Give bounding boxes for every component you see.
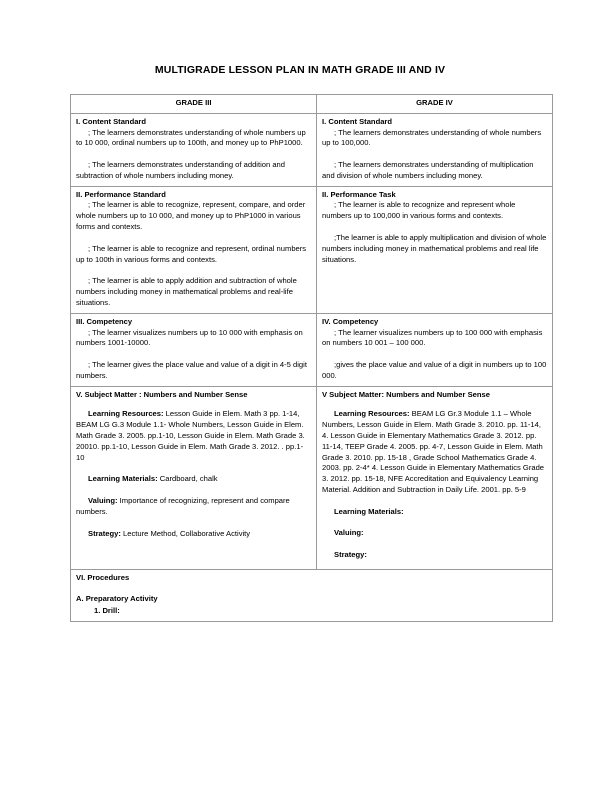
strategy <box>322 550 547 561</box>
section-paragraph: ; The learner is able to apply addition and subtraction of whole numbers including money in mathematical problems and real-life situations. <box>76 276 297 307</box>
learning-resources <box>322 409 547 495</box>
table-header-row <box>71 95 553 114</box>
cell-competency-grade4 <box>317 313 553 386</box>
section-heading: II. Performance Task <box>322 189 396 199</box>
section-paragraph: ; The learner is able to recognize, represent, compare, and order whole numbers up to 10 000, and money up to PhP1000 in various forms and contexts. <box>76 200 306 232</box>
section-paragraph: ; The learners demonstrates understanding of whole numbers up to 100,000. <box>322 127 542 148</box>
section-paragraph: ; The learner is able to recognize and represent whole numbers up to 100,000 in various forms and contexts. <box>322 200 516 221</box>
strategy-label: Strategy: <box>88 528 121 538</box>
learning-resources-label: Learning Resources: <box>334 409 410 419</box>
learning-materials-label: Learning Materials: <box>88 474 158 484</box>
section-paragraph: ; The learners demonstrates understanding of whole numbers up to 10 000, ordinal numbers up to 100th, and money up to PhP1000. <box>76 127 306 148</box>
cell-bottom-spacer <box>76 539 311 565</box>
cell-subject-matter-grade3 <box>71 386 317 570</box>
valuing <box>322 528 547 539</box>
section-paragraph: ;gives the place value and value of a digit in numbers up to 100 000. <box>322 360 547 380</box>
procedures-heading: VI. Procedures <box>76 573 130 583</box>
learning-materials <box>322 507 547 518</box>
section-heading: I. Content Standard <box>76 116 147 126</box>
section-paragraph: ; The learners demonstrates understanding of multiplication and division of whole numbers including money. <box>322 160 534 180</box>
valuing-value: Importance of recognizing, represent and compare numbers. <box>76 496 290 516</box>
section-heading: V Subject Matter: Numbers and Number Sense <box>322 389 490 399</box>
column-header-grade4: GRADE IV <box>317 95 553 114</box>
cell-content-standard-grade4 <box>317 113 553 186</box>
learning-resources-label: Learning Resources: <box>88 409 164 419</box>
cell-performance-task-grade4 <box>317 186 553 313</box>
section-heading: II. Performance Standard <box>76 189 166 199</box>
preparatory-activity-heading: A. Preparatory Activity <box>76 594 158 604</box>
drill-item: 1. Drill: <box>94 606 120 615</box>
strategy-value: Lecture Method, Collaborative Activity <box>120 528 251 538</box>
page-title: MULTIGRADE LESSON PLAN IN MATH GRADE III AND IV <box>154 64 446 76</box>
section-paragraph: ;The learner is able to apply multiplication and division of whole numbers including money in mathematical problems and real life situations. <box>322 233 547 264</box>
column-header-grade3: GRADE III <box>71 95 317 114</box>
learning-materials-label: Learning Materials: <box>334 506 404 516</box>
table-row <box>71 313 553 386</box>
cell-content-standard-grade3 <box>71 113 317 186</box>
valuing <box>76 496 311 518</box>
learning-resources-value: BEAM LG Gr.3 Module 1.1 – Whole Numbers, Lesson Guide in Elem. Math Grade 3. 2010. pp. 11-14, 4. Lesson Guide in Elementary Mathematics Grade 3. 2012. pp. 11-14, TEEP Grade 4. 2005. pp. 4-7, Lesson Guide in Elem. Math Grade 3. 2010. pp. 15-18 , Grade School Mathematics Grade 4. 2003. pp. 2-4* 4. Lesson Guide in Elementary Mathematics Grade 3. 2012. pp. 15-18, NFE Accreditation and Equivalency Learning Material. Addition and Subtraction in Daily Life. 2001. pp. 5-9 <box>322 409 545 494</box>
lesson-plan-table <box>70 94 553 622</box>
learning-resources-value: Lesson Guide in Elem. Math 3 pp. 1-14, BEAM LG G.3 Module 1.1- Whole Numbers, Lesson Guide in Elem. Math Grade 3. 2005. pp.1-10, Lesson Guide in Elem. Math Grade 3. 20010. pp.1-10, Lesson Guide in Elem. Math Grade 3. 2012. . pp.1-10 <box>76 409 305 462</box>
section-paragraph: ; The learners demonstrates understanding of addition and subtraction of whole numbers including money. <box>76 160 286 180</box>
learning-materials-value: Cardboard, chalk <box>157 474 218 484</box>
table-row <box>71 113 553 186</box>
table-row <box>71 386 553 570</box>
valuing-label: Valuing: <box>88 496 118 506</box>
section-paragraph: ; The learner gives the place value and value of a digit in 4-5 digit numbers. <box>76 360 307 380</box>
section-heading: V. Subject Matter : Numbers and Number Sense <box>76 389 248 399</box>
cell-performance-standard-grade3 <box>71 186 317 313</box>
table-row <box>71 186 553 313</box>
section-paragraph: ; The learner is able to recognize and represent, ordinal numbers up to 100th in various forms and contexts. <box>76 243 307 264</box>
table-row <box>71 570 553 621</box>
cell-competency-grade3 <box>71 313 317 386</box>
section-paragraph: ; The learner visualizes numbers up to 10 000 with emphasis on numbers 1001-10000. <box>76 327 303 348</box>
strategy <box>76 529 311 540</box>
section-heading: IV. Competency <box>322 316 379 326</box>
section-heading: I. Content Standard <box>322 116 393 126</box>
cell-procedures <box>71 570 553 621</box>
section-heading: III. Competency <box>76 316 133 326</box>
cell-subject-matter-grade4 <box>317 386 553 570</box>
learning-resources <box>76 409 311 463</box>
learning-materials <box>76 474 311 485</box>
strategy-label: Strategy: <box>334 550 367 560</box>
section-paragraph: ; The learner visualizes numbers up to 100 000 with emphasis on numbers 10 001 – 100 000. <box>322 327 543 348</box>
valuing-label: Valuing: <box>334 528 364 538</box>
